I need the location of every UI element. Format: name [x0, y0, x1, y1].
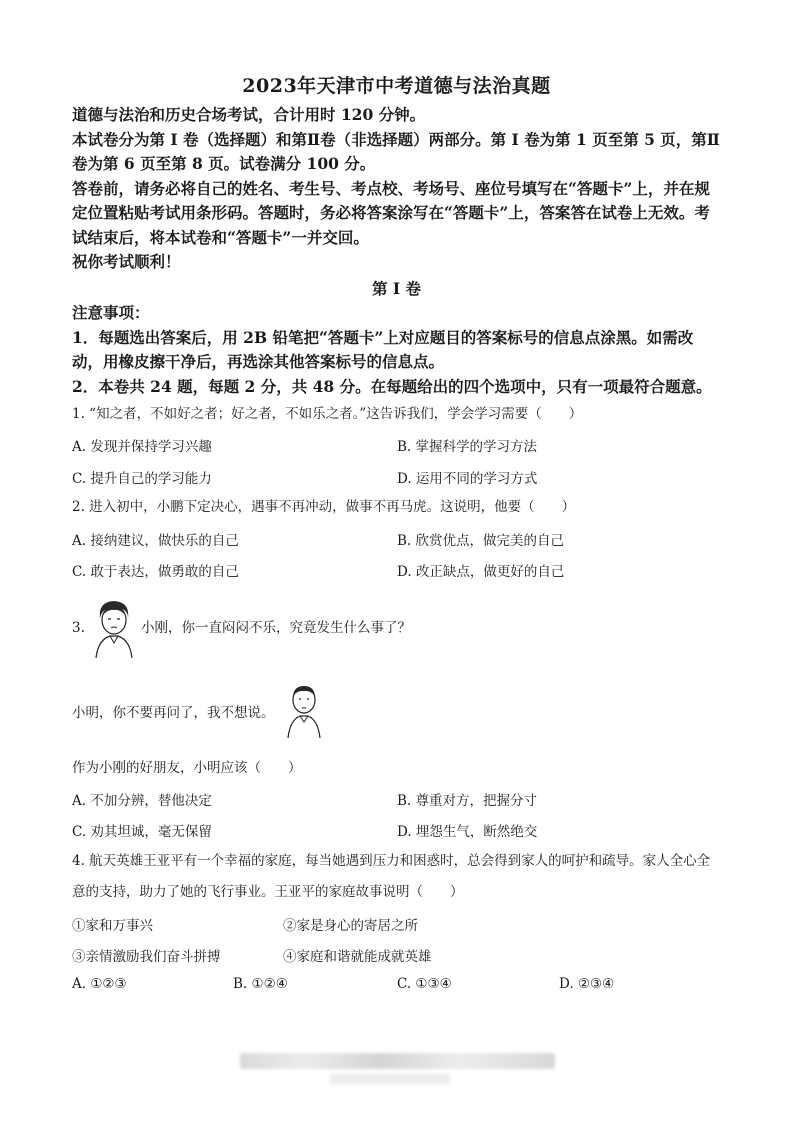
question-3-dialogue-2: 小明，你不要再问了，我不想说。 — [72, 705, 275, 721]
boy-xiaoming-illustration — [280, 678, 328, 740]
question-4-statement-4: ④家庭和谐就能成就英雄 — [283, 949, 432, 965]
question-1-option-d: D. 运用不同的学习方式 — [397, 471, 538, 487]
question-4-option-b: B. ①②④ — [233, 976, 288, 992]
question-1-option-c: C. 提升自己的学习能力 — [72, 471, 212, 487]
question-2-option-d: D. 改正缺点，做更好的自己 — [397, 564, 565, 580]
question-4-stem: 4. 航天英雄王亚平有一个幸福的家庭，每当她遇到压力和困惑时，总会得到家人的呵护和疏导。家人全心全意的支持，助力了她的飞行事业。王亚平的家庭故事说明（ ） — [72, 853, 711, 900]
question-3-option-c: C. 劝其坦诚，毫无保留 — [72, 824, 212, 840]
notes-item-1: 1．每题选出答案后，用 2B 铅笔把“答题卡”上对应题目的答案标号的信息点涂黑。如需改动，用橡皮擦干净后，再选涂其他答案标号的信息点。 — [72, 327, 694, 371]
blurred-footer-watermark-sub — [330, 1074, 450, 1084]
question-4-statement-2: ②家是身心的寄居之所 — [283, 918, 418, 934]
boy-xiaogang-illustration — [90, 596, 138, 660]
question-3-stem: 作为小刚的好朋友，小明应该（ ） — [72, 760, 302, 776]
instruction-answer-sheet: 答卷前，请务必将自己的姓名、考生号、考点校、考场号、座位号填写在“答题卡”上，并在规定位置粘贴考试用条形码。答题时，务必将答案涂写在“答题卡”上，答案答在试卷上无效。考试结束后，将本试卷和“答题卡”一并交回。 — [72, 178, 710, 247]
instruction-structure: 本试卷分为第 I 卷（选择题）和第Ⅱ卷（非选择题）两部分。第 I 卷为第 1 页至第 5 页，第Ⅱ卷为第 6 页至第 8 页。试卷满分 100 分。 — [72, 129, 720, 173]
question-4-option-d: D. ②③④ — [559, 976, 615, 992]
exam-instructions — [72, 103, 722, 275]
page-title: 2023年天津市中考道德与法治真题 — [242, 75, 551, 97]
question-3-option-b: B. 尊重对方，把握分寸 — [397, 793, 538, 809]
question-2-option-c: C. 敢于表达，做勇敢的自己 — [72, 564, 239, 580]
notes-heading: 注意事项： — [72, 303, 150, 322]
question-3-option-d: D. 埋怨生气，断然绝交 — [397, 824, 538, 840]
question-1-option-b: B. 掌握科学的学习方法 — [397, 439, 538, 455]
question-1-stem: 1. “知之者，不如好之者；好之者，不如乐之者。”这告诉我们，学会学习需要（ ） — [72, 406, 583, 422]
question-4-statement-3: ③亲情激励我们奋斗拼搏 — [72, 949, 221, 965]
question-3-dialogue-1: 小刚，你一直闷闷不乐，究竟发生什么事了？ — [141, 620, 411, 636]
question-3-number: 3. — [72, 620, 85, 636]
question-3-option-a: A. 不加分辨，替他决定 — [72, 793, 212, 809]
question-2-stem: 2. 进入初中，小鹏下定决心，遇事不再冲动，做事不再马虎。这说明，他要（ ） — [72, 499, 576, 515]
question-4-statement-1: ①家和万事兴 — [72, 918, 153, 934]
instruction-time: 道德与法治和历史合场考试，合计用时 120 分钟。 — [72, 105, 426, 124]
instruction-wish: 祝你考试顺利！ — [72, 252, 181, 271]
question-4-option-c: C. ①③④ — [397, 976, 452, 992]
notes-block — [72, 301, 722, 399]
question-2-option-b: B. 欣赏优点，做完美的自己 — [397, 533, 565, 549]
section-title: 第 I 卷 — [371, 279, 422, 298]
blurred-footer-watermark — [240, 1053, 555, 1069]
question-1-option-a: A. 发现并保持学习兴趣 — [72, 439, 212, 455]
notes-item-2: 2．本卷共 24 题，每题 2 分，共 48 分。在每题给出的四个选项中，只有一项最符合题意。 — [72, 376, 712, 396]
question-2-option-a: A. 接纳建议，做快乐的自己 — [72, 533, 239, 549]
question-4-option-a: A. ①②③ — [72, 976, 127, 992]
